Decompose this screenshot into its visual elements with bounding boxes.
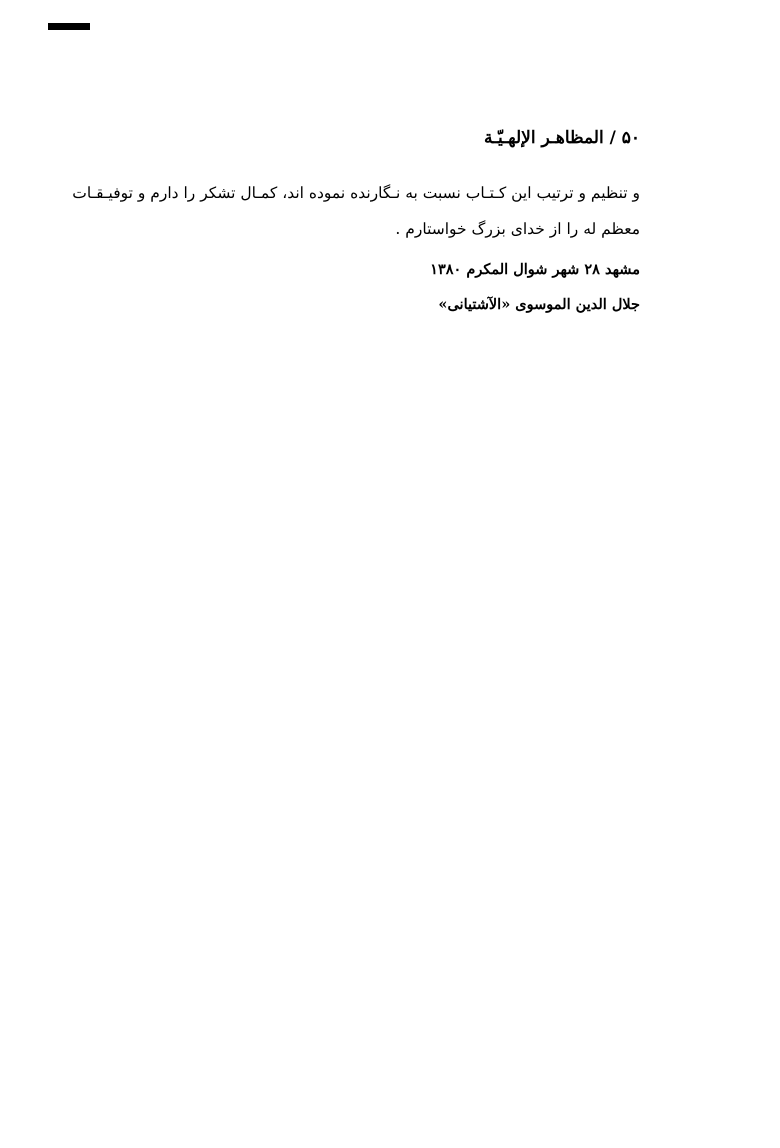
page-corner-mark	[48, 23, 90, 30]
body-text-line-2: معظم له را از خدای بزرگ خواستارم .	[395, 220, 640, 238]
signature-author: جلال الدین الموسوی «الآشتیانی»	[438, 296, 640, 313]
signature-date: مشهد ۲۸ شهر شوال المکرم ۱۳۸۰	[430, 261, 640, 278]
body-text-line-1: و تنظیم و ترتیب این کـتـاب نسبت به نـگارنده نموده اند، کمـال تشکر را دارم و توفیـقـات	[72, 184, 640, 202]
running-header: ۵۰ / المظاهـر الإلهـيّـة	[483, 128, 640, 148]
